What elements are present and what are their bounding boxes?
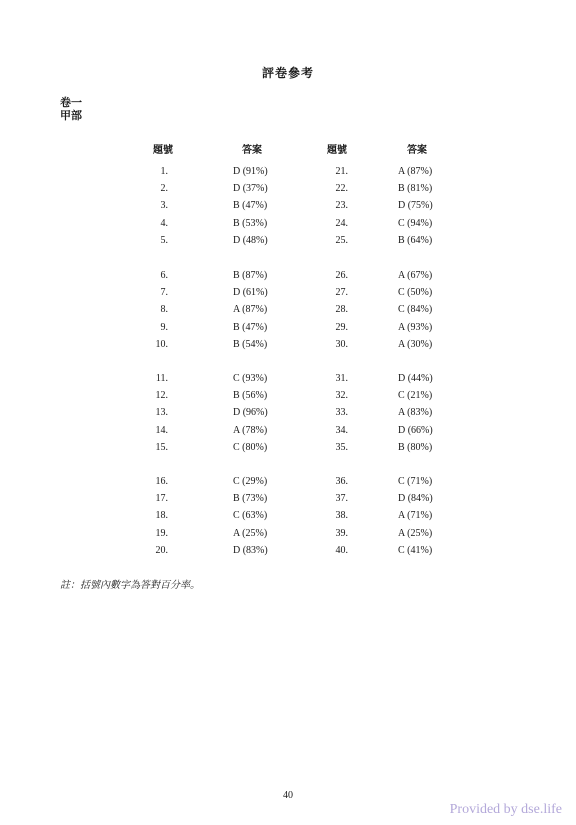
- question-number: 8.: [160, 304, 168, 316]
- answer-value: A (25%): [398, 527, 433, 539]
- answer-value: B (80%): [398, 441, 433, 453]
- question-number: 36.: [335, 476, 348, 487]
- answer-value: A (30%): [398, 338, 433, 350]
- answer-value: D (91%): [233, 166, 268, 177]
- question-number: 37.: [335, 493, 348, 505]
- answer-value: A (83%): [398, 407, 433, 419]
- answer-value: B (73%): [233, 493, 268, 505]
- page-title: 評卷參考: [261, 66, 314, 80]
- question-number: 10.: [155, 338, 168, 350]
- answer-value: B (54%): [233, 338, 268, 350]
- question-number: 24.: [335, 217, 348, 229]
- question-number: 9.: [160, 321, 168, 333]
- page-number: 40: [283, 790, 293, 801]
- answer-value: A (25%): [233, 527, 268, 539]
- answer-value: D (44%): [398, 373, 433, 384]
- header-answer-left: 答案: [242, 145, 262, 156]
- answer-value: B (56%): [233, 390, 268, 402]
- question-number: 6.: [160, 270, 168, 281]
- answer-value: D (84%): [398, 493, 433, 505]
- answer-value: C (21%): [398, 390, 433, 402]
- answer-value: C (94%): [398, 217, 433, 229]
- question-number: 28.: [335, 304, 348, 316]
- answer-value: D (48%): [233, 234, 268, 246]
- answer-value: D (75%): [398, 200, 433, 212]
- answer-value: D (66%): [398, 424, 433, 436]
- answer-value: D (37%): [233, 183, 268, 195]
- question-number: 38.: [335, 510, 348, 522]
- question-number: 15.: [155, 441, 168, 453]
- question-number: 11.: [155, 373, 168, 384]
- footnote: 註：括號內數字為答對百分率。: [60, 580, 200, 591]
- answer-value: D (83%): [233, 544, 268, 556]
- question-number: 3.: [160, 200, 168, 212]
- question-number: 34.: [335, 424, 348, 436]
- question-number: 7.: [160, 287, 168, 299]
- question-number: 5.: [160, 234, 168, 246]
- answer-value: B (53%): [233, 217, 268, 229]
- question-number: 19.: [155, 527, 168, 539]
- question-number: 13.: [155, 407, 168, 419]
- answer-value: D (96%): [233, 407, 268, 419]
- question-number: 30.: [335, 338, 348, 350]
- question-number: 27.: [335, 287, 348, 299]
- answer-value: C (50%): [398, 287, 433, 299]
- answer-value: B (81%): [398, 183, 433, 195]
- paper-label: 卷一: [60, 96, 82, 109]
- question-number: 12.: [155, 390, 168, 402]
- section-label: 甲部: [60, 109, 82, 122]
- answer-value: A (93%): [398, 321, 433, 333]
- question-number: 33.: [335, 407, 348, 419]
- question-number: 1.: [160, 166, 168, 177]
- answer-value: B (64%): [398, 234, 433, 246]
- header-answer-right: 答案: [407, 145, 427, 156]
- header-question-right: 題號: [327, 145, 347, 156]
- question-number: 35.: [335, 441, 348, 453]
- answer-value: C (84%): [398, 304, 433, 316]
- header-question-left: 題號: [153, 145, 173, 156]
- question-number: 40.: [335, 544, 348, 556]
- watermark-text: Provided by dse.life: [449, 802, 562, 817]
- answer-value: C (29%): [233, 476, 268, 487]
- question-number: 20.: [155, 544, 168, 556]
- answer-value: D (61%): [233, 287, 268, 299]
- answer-value: C (80%): [233, 441, 268, 453]
- answer-value: B (47%): [233, 200, 268, 212]
- answer-value: A (87%): [233, 304, 268, 316]
- answer-value: C (41%): [398, 544, 433, 556]
- answer-value: A (71%): [398, 510, 433, 522]
- answer-value: C (93%): [233, 373, 268, 384]
- question-number: 25.: [335, 234, 348, 246]
- answer-value: A (87%): [398, 166, 433, 177]
- question-number: 14.: [155, 424, 168, 436]
- question-number: 31.: [335, 373, 348, 384]
- question-number: 2.: [160, 183, 168, 195]
- question-number: 26.: [335, 270, 348, 281]
- answer-value: A (78%): [233, 424, 268, 436]
- question-number: 39.: [335, 527, 348, 539]
- question-number: 22.: [335, 183, 348, 195]
- question-number: 29.: [335, 321, 348, 333]
- answer-value: C (71%): [398, 476, 433, 487]
- answer-value: A (67%): [398, 270, 433, 281]
- question-number: 16.: [155, 476, 168, 487]
- question-number: 32.: [335, 390, 348, 402]
- question-number: 18.: [155, 510, 168, 522]
- answer-value: C (63%): [233, 510, 268, 522]
- answer-value: B (87%): [233, 270, 268, 281]
- question-number: 21.: [335, 166, 348, 177]
- answer-value: B (47%): [233, 321, 268, 333]
- question-number: 17.: [155, 493, 168, 505]
- question-number: 23.: [335, 200, 348, 212]
- question-number: 4.: [160, 217, 168, 229]
